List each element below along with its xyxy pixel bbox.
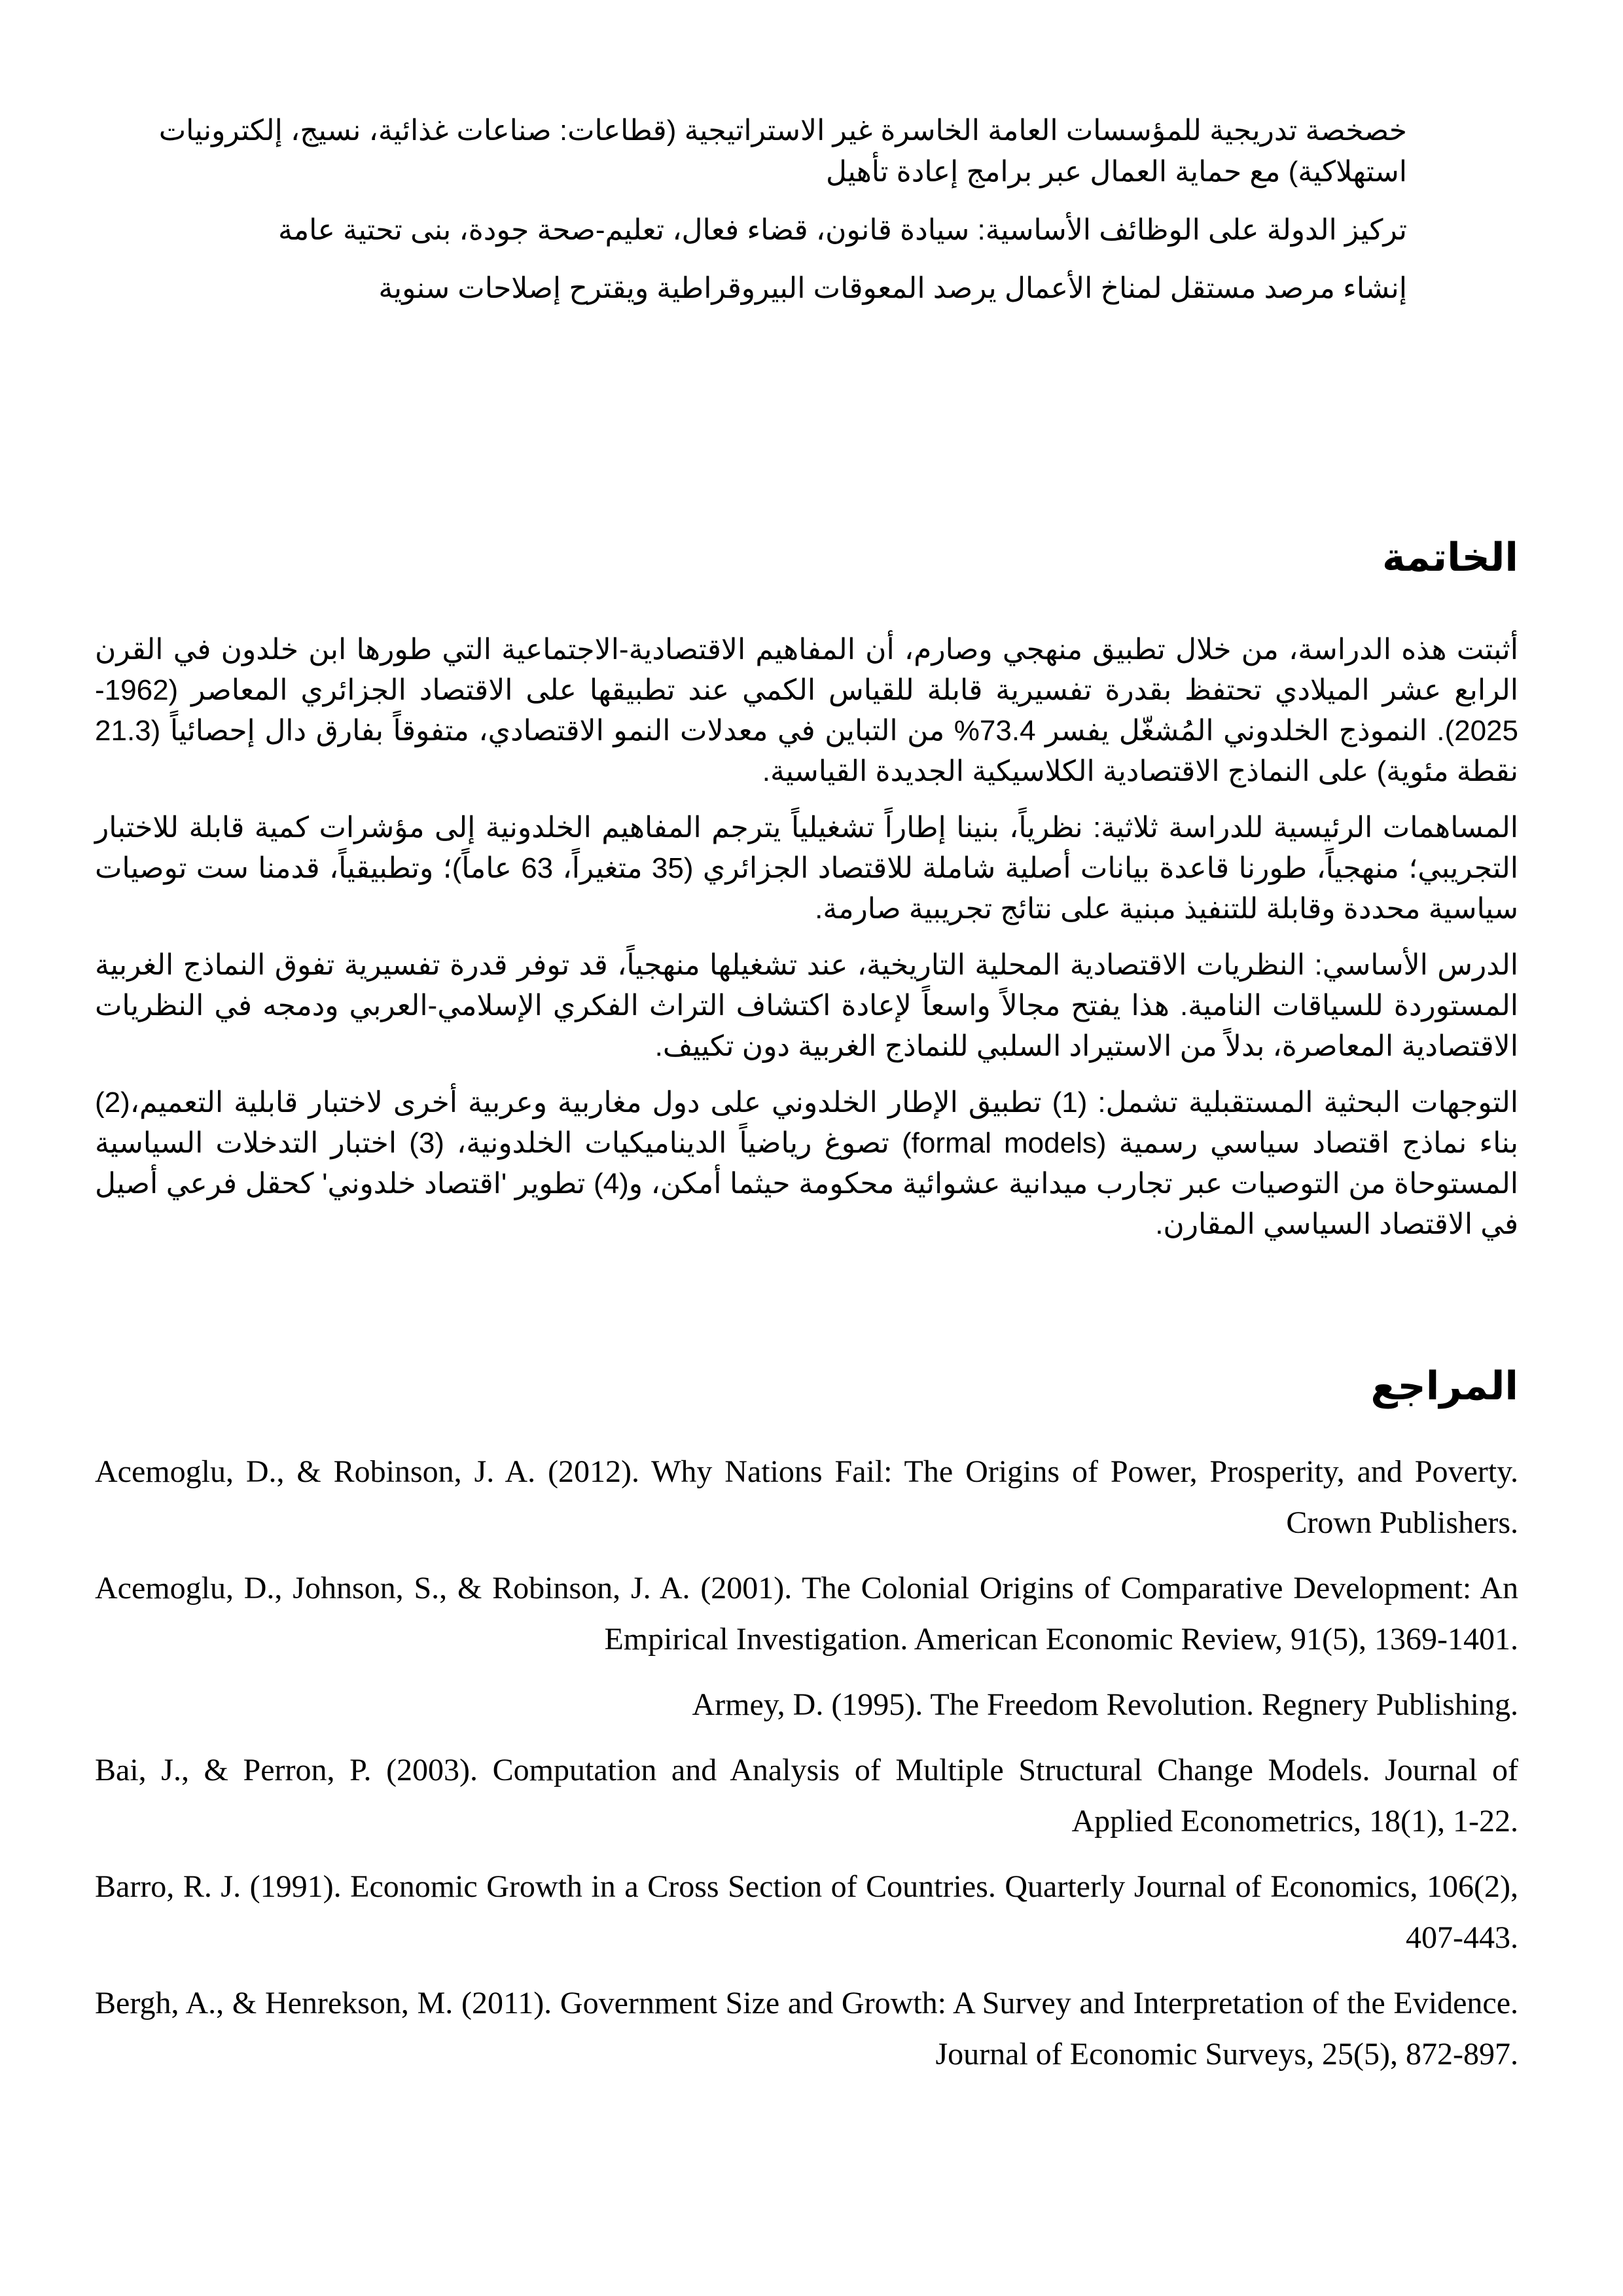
conclusion-paragraph: أثبتت هذه الدراسة، من خلال تطبيق منهجي وصارم، أن المفاهيم الاقتصادية-الاجتماعية التي طورها ابن خلدون في القرن الرابع عشر الميلادي تحتفظ بقدرة تفسيرية قابلة للقياس الكمي عند تطبيقها على الاقتصاد الجزائري المعاصر (1962-2025). النموذج الخلدوني المُشغّل يفسر 73.4% من التباين في معدلات النمو الاقتصادي، متفوقاً بفارق دال إحصائياً (21.3 نقطة مئوية) على النماذج الاقتصادية الكلاسيكية الجديدة القياسية.	[95, 634, 1518, 787]
conclusion-paragraph: الدرس الأساسي: النظريات الاقتصادية المحلية التاريخية، عند تشغيلها منهجياً، قد توفر قدرة تفسيرية تفوق النماذج الغربية المستوردة للسياقات النامية. هذا يفتح مجالاً واسعاً لإعادة اكتشاف التراث الفكري الإسلامي-العربي ودمجه في النظريات الاقتصادية المعاصرة، بدلاً من الاستيراد السلبي للنماذج الغربية دون تكييف.	[95, 949, 1519, 1062]
reference-entry: Acemoglu, D., Johnson, S., & Robinson, J. A. (2001). The Colonial Origins of Comparative Development: An Empirical Investigation. American Economic Review, 91(5), 1369-1401.	[95, 1571, 1518, 1657]
reference-entry: Acemoglu, D., & Robinson, J. A. (2012). Why Nations Fail: The Origins of Power, Prosperity, and Poverty. Crown Publishers.	[95, 1454, 1518, 1540]
reference-entry: Bai, J., & Perron, P. (2003). Computation and Analysis of Multiple Structural Change Models. Journal of Applied Econometrics, 18(1), 1-22.	[95, 1753, 1518, 1839]
recommendation-item: خصخصة تدريجية للمؤسسات العامة الخاسرة غير الاستراتيجية (قطاعات: صناعات غذائية، نسيج، إلكترونيات استهلاكية) مع حماية العمال عبر برامج إعادة تأهيل	[158, 115, 1407, 188]
reference-entry: Bergh, A., & Henrekson, M. (2011). Government Size and Growth: A Survey and Interpretation of the Evidence. Journal of Economic Surveys, 25(5), 872-897.	[95, 1986, 1518, 2072]
conclusion-heading: الخاتمة	[1382, 535, 1518, 579]
reference-entry: Armey, D. (1995). The Freedom Revolution. Regnery Publishing.	[692, 1687, 1518, 1722]
conclusion-paragraph: التوجهات البحثية المستقبلية تشمل: (1) تطبيق الإطار الخلدوني على دول مغاربية وعربية أخرى لاختبار قابلية التعميم،(2) بناء نماذج اقتصاد سياسي رسمية (formal models) تصوغ رياضياً الديناميكيات الخلدونية، (3) اختبار التدخلات السياسية المستوحاة من التوصيات عبر تجارب ميدانية عشوائية محكومة حيثما أمكن، و(4) تطوير 'اقتصاد خلدوني' كحقل فرعي أصيل في الاقتصاد السياسي المقارن.	[95, 1086, 1519, 1240]
recommendation-item: تركيز الدولة على الوظائف الأساسية: سيادة قانون، قضاء فعال، تعليم-صحة جودة، بنى تحتية عامة	[278, 214, 1407, 246]
recommendations-list	[95, 110, 1407, 326]
conclusion-paragraph: المساهمات الرئيسية للدراسة ثلاثية: نظرياً، بنينا إطاراً تشغيلياً يترجم المفاهيم الخلدونية إلى مؤشرات كمية قابلة للاختبار التجريبي؛ منهجياً، طورنا قاعدة بيانات أصلية شاملة للاقتصاد الجزائري (35 متغيراً، 63 عاماً)؛ وتطبيقياً، قدمنا ست توصيات سياسية محددة وقابلة للتنفيذ مبنية على نتائج تجريبية صارمة.	[95, 812, 1518, 925]
recommendation-item: إنشاء مرصد مستقل لمناخ الأعمال يرصد المعوقات البيروقراطية ويقترح إصلاحات سنوية	[378, 272, 1407, 304]
conclusion-section	[95, 630, 1518, 1261]
references-list	[95, 1446, 1518, 2094]
references-heading: المراجع	[1370, 1364, 1518, 1408]
reference-entry: Barro, R. J. (1991). Economic Growth in a Cross Section of Countries. Quarterly Journal of Economics, 106(2), 407-443.	[95, 1869, 1518, 1955]
